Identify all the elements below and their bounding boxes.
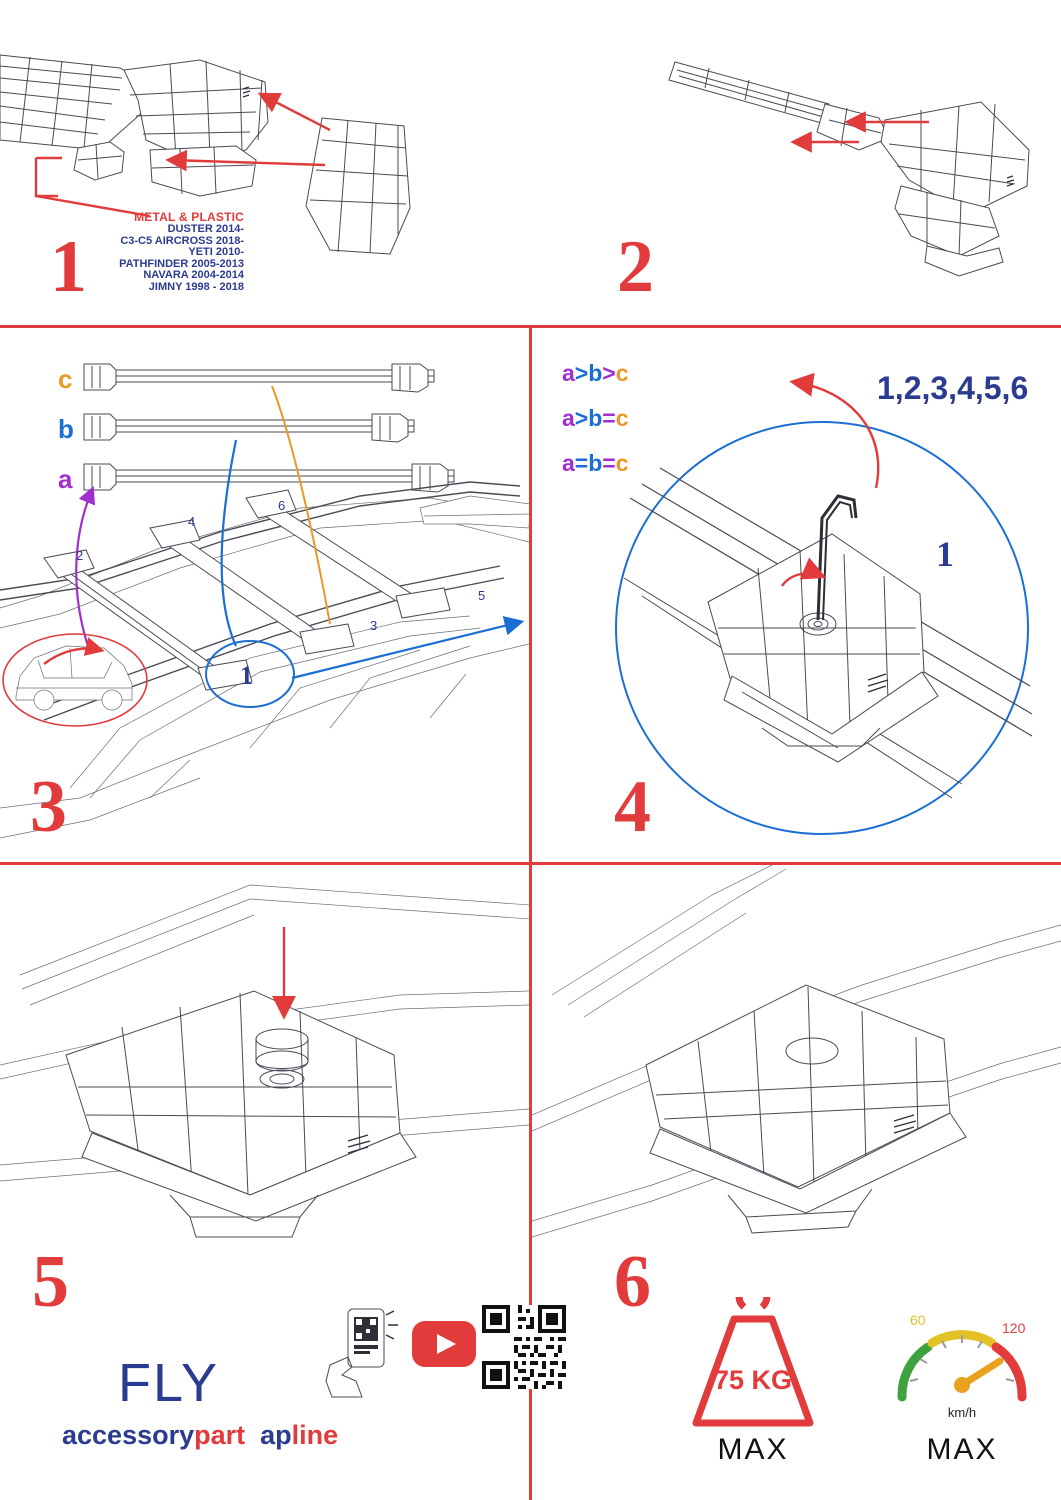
vehicle-item: YETI 2010- — [188, 246, 244, 258]
vehicle-item: PATHFINDER 2005-2013 — [119, 257, 244, 270]
step-number-6: 6 — [614, 1241, 649, 1323]
panel-step-3 — [0, 328, 529, 862]
brand-line: line — [291, 1420, 339, 1450]
vehicle-item: C3-C5 AIRCROSS 2018- — [120, 234, 244, 247]
scan-phone-icon — [322, 1305, 400, 1401]
brand-fly: FLY — [118, 1353, 220, 1413]
max-speed-icon — [884, 1289, 1040, 1433]
max-weight-value: 75 KG — [713, 1365, 793, 1395]
max-speed-label: MAX — [926, 1433, 998, 1466]
step-number-1: 1 — [50, 226, 85, 308]
gauge-label-60: 60 — [910, 1312, 926, 1328]
metal-plastic-title: METAL & PLASTIC — [134, 210, 244, 224]
gauge-label-120: 120 — [1002, 1320, 1026, 1336]
max-weight-icon — [678, 1297, 828, 1433]
bar-label-c: c — [58, 364, 73, 394]
vehicle-item: DUSTER 2014- — [167, 223, 244, 235]
brand-accessory: accessory — [62, 1420, 195, 1450]
step-number-2: 2 — [617, 226, 652, 308]
point-label-6: 6 — [278, 498, 286, 513]
point-label-2: 2 — [76, 548, 84, 563]
car-inset-drawing — [16, 646, 132, 710]
step6-illustration — [532, 865, 1061, 1285]
step5-illustration — [0, 865, 529, 1285]
brand-tagline — [62, 1420, 338, 1451]
panel-step-6 — [532, 865, 1061, 1500]
step2-illustration — [529, 0, 1061, 325]
metal-plastic-block — [62, 210, 244, 293]
vehicle-item: NAVARA 2004-2014 — [143, 269, 244, 281]
gauge-unit: km/h — [947, 1405, 977, 1420]
tighten-sequence: 1,2,3,4,5,6 — [877, 370, 1029, 406]
step4-illustration — [532, 328, 1061, 862]
callout-1: 1 — [240, 661, 253, 690]
panel-step-2 — [529, 0, 1061, 325]
bar-label-a: a — [58, 464, 73, 494]
youtube-icon[interactable] — [412, 1321, 476, 1367]
panel-step-1 — [0, 0, 529, 325]
step4-callout-1: 1 — [936, 534, 954, 574]
step3-illustration — [0, 328, 529, 862]
brand-part: part — [194, 1420, 246, 1450]
panel-step-5 — [0, 865, 529, 1500]
max-weight-label: MAX — [717, 1433, 789, 1466]
step-number-4: 4 — [614, 766, 649, 848]
step-number-5: 5 — [32, 1241, 67, 1323]
point-label-4: 4 — [188, 514, 196, 529]
brand-ap: ap — [260, 1420, 292, 1450]
bar-label-b: b — [58, 414, 74, 444]
point-label-3: 3 — [370, 618, 378, 633]
vehicle-item: JIMNY 1998 - 2018 — [148, 280, 244, 293]
point-label-5: 5 — [478, 588, 486, 603]
ratio-list: a>b>c a>b=c a=b=c — [562, 360, 629, 476]
step-number-3: 3 — [30, 766, 65, 848]
panel-step-4 — [532, 328, 1061, 862]
